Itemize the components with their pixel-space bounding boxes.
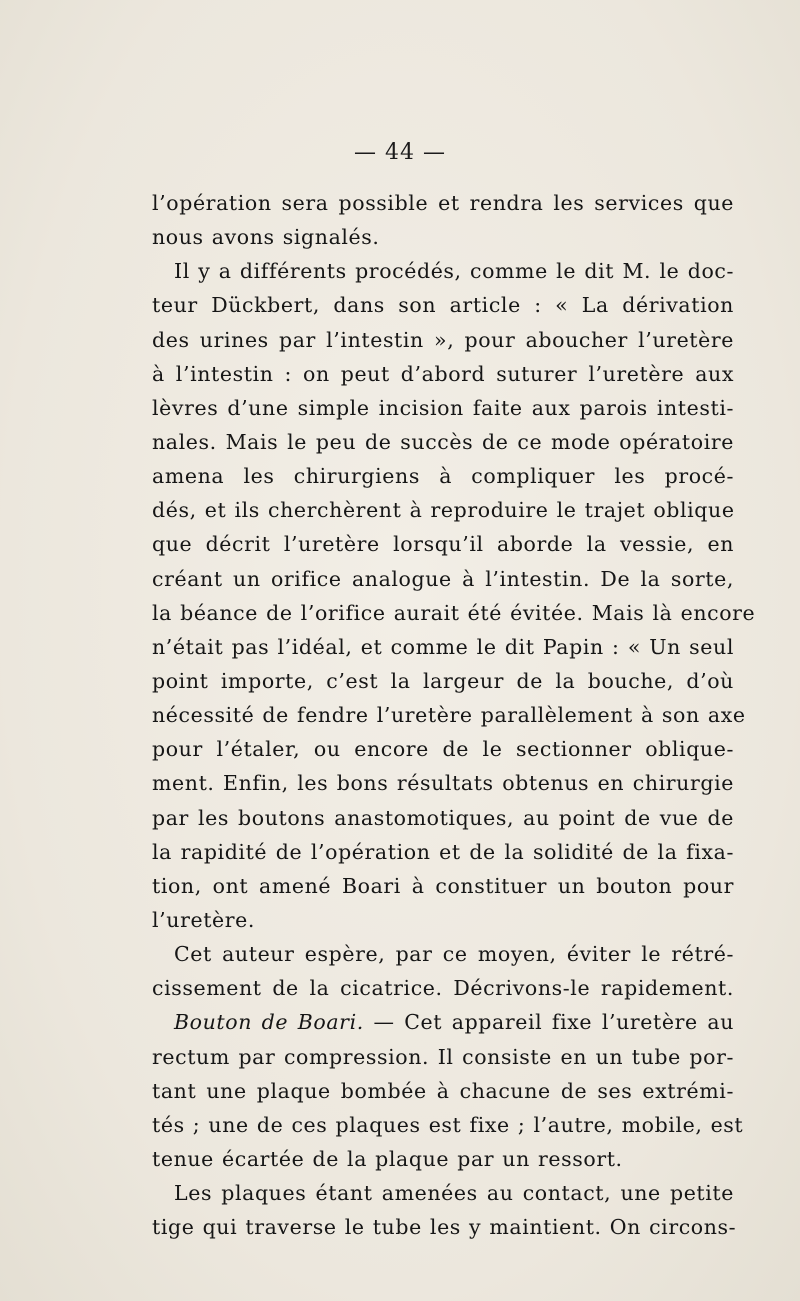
text-line: l’opération sera possible et rendra les services que <box>152 191 734 215</box>
text-line: la rapidité de l’opération et de la solidité de la fixa- <box>152 839 734 864</box>
text-line: tion, ont amené Boari à constituer un bouton pour <box>152 873 734 898</box>
text-line: la béance de l’orifice aurait été évitée. Mais là encore <box>152 600 756 625</box>
section-heading: Bouton de Boari. <box>174 1010 364 1035</box>
text-line: n’était pas l’idéal, et comme le dit Papin : « Un seul <box>152 634 734 659</box>
text-line: nales. Mais le peu de succès de ce mode opératoire <box>152 429 734 454</box>
text-line: des urines par l’intestin », pour aboucher l’uretère <box>152 327 734 352</box>
text-line: point importe, c’est la largeur de la bouche, d’où <box>152 668 734 693</box>
text-line: à l’intestin : on peut d’abord suturer l’uretère aux <box>152 361 734 386</box>
text-fragment: — Cet appareil fixe l’uretère au <box>373 1010 734 1035</box>
text-line: teur Dückbert, dans son article : « La dérivation <box>152 293 734 318</box>
text-line: dés, et ils cherchèrent à reproduire le trajet oblique <box>152 498 735 523</box>
text-line: tant une plaque bombée à chacune de ses extrémi- <box>152 1078 734 1103</box>
text-line: tés ; une de ces plaques est fixe ; l’autre, mobile, est <box>152 1112 744 1137</box>
text-line: Cet auteur espère, par ce moyen, éviter le rétré- <box>174 942 734 967</box>
text-line: cissement de la cicatrice. Décrivons-le rapidement. <box>152 976 734 1001</box>
text-line: tenue écartée de la plaque par un ressort. <box>152 1146 623 1171</box>
text-line: rectum par compression. Il consiste en un tube por- <box>152 1044 734 1069</box>
text-line: nous avons signalés. <box>152 225 380 250</box>
text-line: tige qui traverse le tube les y maintient. On circons- <box>152 1215 737 1240</box>
text-line: amena les chirurgiens à compliquer les procé- <box>152 464 734 489</box>
text-line: l’uretère. <box>152 907 256 932</box>
text-line: ment. Enfin, les bons résultats obtenus en chirurgie <box>152 771 734 796</box>
body-text <box>152 186 756 1244</box>
text-line: créant un orifice analogue à l’intestin. De la sorte, <box>152 566 734 591</box>
text-line: lèvres d’une simple incision faite aux parois intesti- <box>152 395 734 420</box>
page-number: — 44 — <box>354 140 446 165</box>
text-line: que décrit l’uretère lorsqu’il aborde la vessie, en <box>152 532 734 557</box>
text-line: Les plaques étant amenées au contact, une petite <box>174 1181 734 1206</box>
text-line: Il y a différents procédés, comme le dit M. le doc- <box>174 259 734 284</box>
text-line: pour l’étaler, ou encore de le sectionner oblique- <box>152 737 734 762</box>
text-line: nécessité de fendre l’uretère parallèlement à son axe <box>152 703 746 728</box>
text-line: par les boutons anastomotiques, au point de vue de <box>152 805 734 830</box>
text-line-with-heading <box>152 1005 734 1039</box>
